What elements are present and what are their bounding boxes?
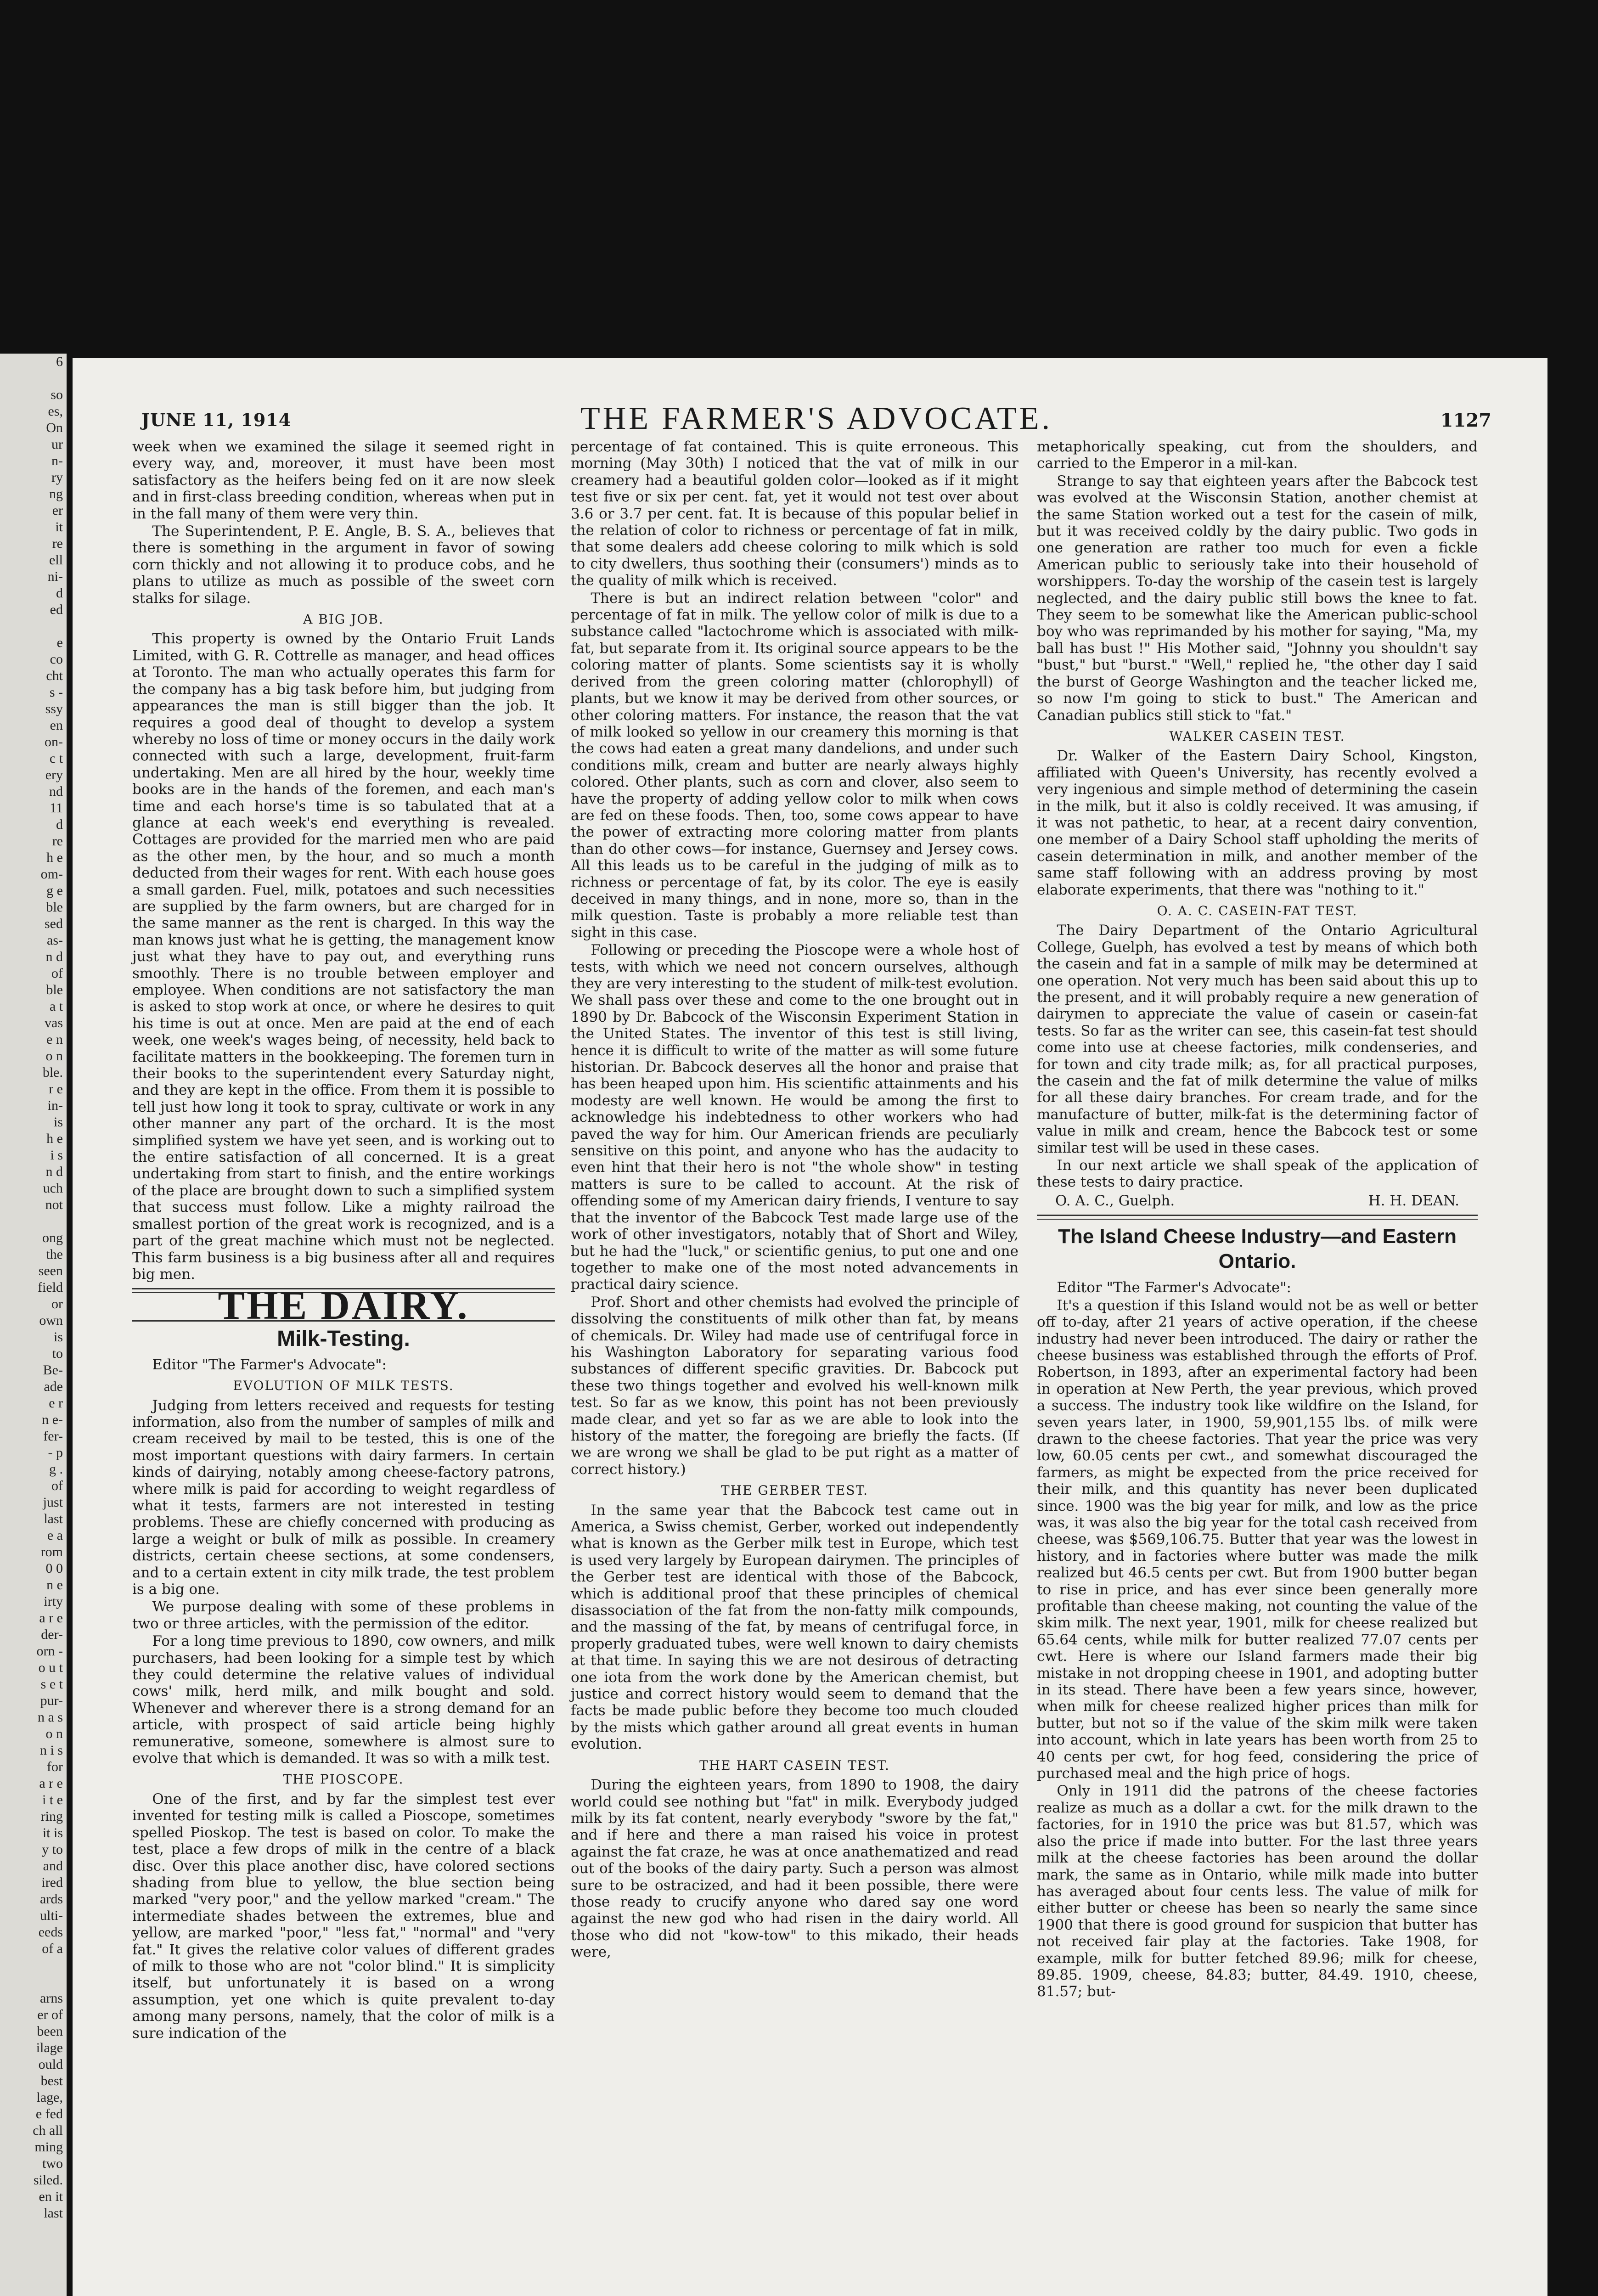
margin-fragment: for (47, 1759, 63, 1774)
editor-salutation: Editor "The Farmer's Advocate": (1057, 1279, 1291, 1296)
margin-fragment: n- (51, 453, 63, 468)
department-heading: THE DAIRY. (218, 1283, 469, 1328)
margin-fragment: d (56, 817, 63, 832)
margin-fragment: just (43, 1495, 63, 1510)
margin-fragment: On (46, 420, 63, 435)
margin-fragment: ards (40, 1891, 63, 1907)
article-title: Milk-Testing. (277, 1326, 410, 1351)
margin-fragment: - p (48, 1445, 63, 1460)
margin-fragment: g e (46, 883, 63, 898)
editor-salutation: Editor "The Farmer's Advocate": (152, 1356, 387, 1373)
margin-fragment: n e (46, 1577, 63, 1593)
margin-fragment: c t (49, 751, 63, 766)
margin-fragment: pur- (40, 1693, 63, 1708)
margin-fragment: n i s (39, 1743, 63, 1758)
margin-fragment: best (40, 2073, 63, 2088)
margin-fragment: y to (42, 1842, 63, 1857)
margin-fragment: der- (41, 1627, 63, 1642)
column-2 (571, 439, 1018, 1962)
signature-place: O. A. C., Guelph. (1055, 1192, 1175, 1209)
paragraph: In our next article we shall speak of the application of these tests to dairy practice. (1037, 1157, 1478, 1191)
margin-fragment: ong (42, 1230, 63, 1245)
paragraph: During the eighteen years, from 1890 to 1908, the dairy world could see nothing but "fat" in milk. Everybody judged milk by its fat content, nearly everybody "swore by the fat," and if here and there a man raised his voice in protest against the fat craze, he was at once anathematized and read out of the books of the dairy party. Such a person was almost sure to be ostracized, and had it been possible, there were those ready to crucify anyone who dared say one word against the new god who had risen in the dairy world. All those who did not "kow-tow" to this mikado, their heads were, (571, 1777, 1018, 1961)
paragraph: In the same year that the Babcock test came out in America, a Swiss chemist, Gerber, worked out independently what is known as the Gerber milk test in Europe, which test is used very largely by European dairymen. The principles of the Gerber test are identical with those of the Babcock, which is additional proof that these principles of chemical disassociation of the fat from the non-fatty milk compounds, and the massing of the fat, by means of centrifugal force, in properly graduated tubes, were well known to dairy chemists at that time. In saying this we are not desirous of detracting one iota from the work done by the American chemist, but justice and correct history would seem to demand that the facts be made public before they become too much clouded by the mists which gather around all great events in human evolution. (571, 1502, 1018, 1753)
margin-fragment: ulti- (40, 1908, 63, 1923)
margin-fragment: d (56, 585, 63, 601)
margin-fragment: a t (49, 999, 63, 1014)
margin-fragment: in- (47, 1098, 63, 1113)
margin-fragment: ry (51, 470, 63, 485)
margin-fragment: eeds (38, 1925, 63, 1940)
margin-fragment: orn - (36, 1643, 63, 1659)
page-number: 1127 (1440, 410, 1491, 431)
margin-fragment: er of (37, 2007, 63, 2022)
margin-fragment: of (51, 966, 63, 981)
paragraph: The Dairy Department of the Ontario Agricultural College, Guelph, has evolved a test by means of which both the casein and fat in a sample of milk may be determined at one operation. Not very much has been said about this up to the present, and it will probably require a new generation of dairymen to appreciate the value of casein or casein-fat tests. So far as the writer can see, this casein-fat test should come into use at cheese factories, milk condenseries, and for town and city trade milk; as, for all practical purposes, the casein and the fat of milk determine the value of milks for all these dairy branches. For cream trade, and for the manufacture of butter, milk-fat is the determining factor of value in milk and cream, hence the Babcock test or some similar test will be used in these cases. (1037, 922, 1478, 1156)
margin-fragment: rom (40, 1544, 63, 1559)
margin-fragment: fer- (43, 1429, 63, 1444)
margin-fragment: s - (49, 685, 63, 700)
margin-fragment: of (51, 1478, 63, 1493)
margin-fragment: h e (46, 850, 63, 865)
paragraph: There is but an indirect relation between "color" and percentage of fat in milk. The yellow color of milk is due to a substance called "lactochrome which is associated with milk-fat, but separate from it. Its original source appears to be the coloring matter of plants. Some scientists say it is wholly derived from the green coloring matter (chlorophyll) of plants, but we know it may be derived from other sources, or other coloring matters. For instance, the reason that the vat of milk looked so yellow in our creamery this morning is that the cows had eaten a great many dandelions, and under such conditions milk, cream and butter are nearly always highly colored. Other plants, such as corn and clover, also seem to have the property of adding yellow color to milk when cows are fed on these foods. Then, too, some cows appear to have the power of extracting more coloring matter from plants than do other cows—for instance, Guernsey and Jersey cows. All this leads us to be careful in the judging of milk as to richness or percentage of fat, by its color. The eye is easily deceived in many things, and in none, more so, than in the milk question. Taste is probably a more reliable test than sight in this case. (571, 590, 1018, 941)
paragraph: percentage of fat contained. This is quite erroneous. This morning (May 30th) I noticed that the vat of milk in our creamery had a beautiful golden color—looked as if it might test five or six per cent. fat, yet it would not test over about 3.6 or 3.7 per cent. fat. It is because of this popular belief in the relation of color to richness or percentage of fat in milk, that some dealers add cheese coloring to milk which is sold to city dwellers, thus soothing their (consumers') minds as to the quality of milk which is received. (571, 439, 1018, 589)
margin-fragment: to (52, 1346, 63, 1361)
margin-fragment: ssy (45, 701, 63, 716)
margin-fragment: so (51, 387, 63, 402)
margin-fragment: re (52, 536, 63, 551)
margin-fragment: ur (51, 437, 63, 452)
margin-fragment: is (53, 1329, 63, 1345)
paragraph: Following or preceding the Pioscope were a whole host of tests, with which we need not concern ourselves, although they are very interesting to the student of milk-test evolution. We shall pass over these and come to the one brought out in 1890 by Dr. Babcock of the Wisconsin Experiment Station in the United States. The inventor of this test is still living, hence it is difficult to write of the matter as will some future historian. Dr. Babcock deserves all the honor and praise that has been heaped upon him. His scientific attainments and his modesty are well known. He would be among the first to acknowledge his indebtedness to other workers who had paved the way for him. Our American friends are peculiarly sensitive on this point, and anyone who has the audacity to even hint that their hero is not "the whole show" in testing matters is sure to be called to account. At the risk of offending some of my American dairy friends, I venture to say that the inventor of the Babcock Test made large use of the work of other investigators, notably that of Short and Wiley, but he had the "luck," or scientific genius, to put one and one together to make one of the most noted advancements in practical dairy science. (571, 942, 1018, 1293)
margin-fragment: ng (49, 486, 63, 501)
divider (1037, 1215, 1478, 1220)
margin-fragment: of a (42, 1941, 63, 1956)
margin-fragment: o n (45, 1048, 63, 1064)
adjacent-page-fragment (0, 354, 67, 2296)
margin-fragment: n e- (42, 1412, 63, 1427)
margin-fragment: es, (48, 404, 63, 419)
section-heading: WALKER CASEIN TEST. (1169, 728, 1345, 744)
margin-fragment: sed (45, 916, 63, 931)
margin-fragment: own (39, 1313, 63, 1328)
section-heading: A BIG JOB. (303, 612, 384, 627)
margin-fragment: r e (49, 1081, 63, 1097)
margin-fragment: re (52, 833, 63, 849)
paragraph: Strange to say that eighteen years after the Babcock test was evolved at the Wisconsin Station, another chemist at the same Station worked out a test for the casein of milk, but it was received coldly by the dairy public. Two gods in one generation are rather too much for even a fickle American public to seriously take into their household of worshippers. To-day the worship of the casein test is largely neglected, and the dairy public still bows the knee to fat. They seem to be somewhat like the American public-school boy who was reprimanded by his mother for saying, "Ma, my ball has bust !" His Mother said, "Johnny you shouldn't say "bust," but "burst." "Well," replied he, "the other day I said the burst of George Washington and the teacher licked me, so now I'm going to stick to bust." The American and Canadian publics still stick to "fat." (1037, 473, 1478, 724)
margin-fragment: ould (38, 2057, 63, 2072)
margin-fragment: arns (40, 1991, 63, 2006)
paragraph: week when we examined the silage it seemed right in every way, and, moreover, it must have been most satisfactory as the heifers being fed on it are now sleek and in first-class breeding condition, whereas when put in in the fall many of them were very thin. (132, 439, 555, 522)
margin-fragment: ired (41, 1875, 63, 1890)
margin-fragment: vas (45, 1015, 63, 1030)
margin-fragment: two (42, 2156, 63, 2171)
margin-fragment: seen (38, 1263, 63, 1278)
margin-fragment: last (44, 2206, 63, 2221)
masthead (141, 400, 1491, 437)
section-heading: THE GERBER TEST. (720, 1483, 869, 1498)
margin-fragment: as- (47, 933, 63, 948)
margin-fragment: e n (46, 1032, 63, 1047)
margin-fragment: 0 0 (45, 1561, 63, 1576)
margin-fragment: cht (46, 668, 63, 683)
margin-fragment (0, 1213, 67, 1230)
margin-fragment (0, 370, 67, 387)
margin-fragment: i s (50, 1148, 63, 1163)
margin-fragment: co (50, 652, 63, 667)
paragraph: This property is owned by the Ontario Fruit Lands Limited, with G. R. Cottrelle as manager, and head offices at Toronto. The man who actually operates this farm for the company has a big task before him, but judging from appearances the man is still bigger than the job. It requires a good deal of thought to develop a system whereby no loss of time or money occurs in the daily work connected with such a large, development, fruit-farm undertaking. Men are all hired by the hour, weekly time books are in the hands of the foremen, and each man's time and each horse's time is so tabulated that at a glance at each week's end everything is revealed. Cottages are provided for the married men who are paid as the other men, by the hour, and so much a month deducted from their wages for rent. With each house goes a small garden. Fuel, milk, potatoes and such necessities are supplied by the farm owners, but are charged for in the same manner as the rent is charged. In this way the man knows just what he is getting, the management know just what they have to pay out, and everything runs smoothly. There is no trouble between employer and employee. When conditions are not satisfactory the man is asked to stop work at once, or where he desires to quit his time is out at once. Men are paid at the end of each week, one week's wages being, of necessity, held back to facilitate matters in the bookkeeping. The foremen turn in their books to the superintendent every Saturday night, and they are kept in the office. From them it is possible to tell just how long it took to spray, cultivate or work in any other manner any part of the orchard. It is the most simplified system we have yet seen, and is working out to the entire satisfaction of all concerned. It is a great undertaking from start to finish, and the entire workings of the place are brought down to such a simplified system that success must follow. Like a mighty railroad the smallest portion of the great work is recognized, and is a part of the great machine which must not be neglected. This farm business is a big business after all and requires big men. (132, 630, 555, 1283)
margin-fragment: en it (39, 2189, 63, 2204)
paragraph: Judging from letters received and requests for testing information, also from the number of samples of milk and cream received by mail to be tested, this is one of the most important questions with dairy farmers. In certain kinds of dairying, notably among cheese-factory patrons, where milk is paid for according to weight regardless of what it tests, farmers are not interested in testing problems. These are chiefly concerned with producing as large a weight or bulk of milk as possible. In creamery districts, certain cheese sections, at some condensers, and to a certain extent in city milk trade, the test problem is a big one. (132, 1397, 555, 1598)
margin-fragment: or (51, 1296, 63, 1311)
margin-fragment: siled. (33, 2172, 63, 2188)
issue-date: JUNE 11, 1914 (141, 410, 292, 430)
margin-fragment: field (38, 1280, 63, 1295)
margin-fragment: ery (45, 767, 63, 782)
margin-fragment: h e (46, 1131, 63, 1146)
margin-fragment: and (43, 1858, 63, 1874)
paragraph: We purpose dealing with some of these problems in two or three articles, with the permission of the editor. (132, 1598, 555, 1632)
margin-fragment: er (52, 503, 63, 518)
margin-fragment: e a (47, 1528, 63, 1543)
paragraph: metaphorically speaking, cut from the shoulders, and carried to the Emperor in a mil-kan. (1037, 439, 1478, 472)
margin-fragment (0, 1957, 67, 1974)
column-1 (132, 439, 555, 2043)
margin-fragment: n d (45, 1164, 63, 1179)
publication-title: THE FARMER'S ADVOCATE. (580, 401, 1053, 436)
signature-author: H. H. DEAN. (1368, 1192, 1459, 1209)
column-3 (1037, 439, 1478, 2001)
margin-fragment: e r (49, 1396, 63, 1411)
margin-fragment: i t e (42, 1792, 63, 1807)
margin-fragment: lage, (36, 2090, 63, 2105)
margin-fragment: not (45, 1197, 63, 1212)
margin-fragment: en (50, 718, 63, 733)
newspaper-page (73, 358, 1547, 2296)
margin-fragment: nd (49, 784, 63, 799)
margin-fragment: o n (45, 1726, 63, 1741)
margin-fragment (0, 618, 67, 635)
paragraph: One of the first, and by far the simplest test ever invented for testing milk is called a Pioscope, sometimes spelled Pioskop. The test is based on color. To make the test, place a few drops of milk in the centre of a black disc. Over this place another disc, have colored sections shading from blue to yellow, the blue section being marked "very poor," and the yellow marked "cream." The intermediate shades between the extremes, blue and yellow, are marked "poor," "less fat," "normal" and "very fat." It gives the relative color values of different grades of milk to those who are not "color blind." It is simplicity itself, but unfortunately it is based on a wrong assumption, yet one which is quite prevalent to-day among many persons, namely, that the color of milk is a sure indication of the (132, 1790, 555, 2042)
paragraph: For a long time previous to 1890, cow owners, and milk purchasers, had been looking for a simple test by which they could determine the relative values of individual cows' milk, herd milk, and milk bought and sold. Whenever and wherever there is a strong demand for an article, with prospect of said article being highly remunerative, someone, somewhere is almost sure to evolve that which is demanded. It was so with a milk test. (132, 1633, 555, 1767)
margin-fragment: the (46, 1247, 63, 1262)
section-heading: THE PIOSCOPE. (283, 1772, 404, 1787)
section-heading: THE HART CASEIN TEST. (699, 1757, 890, 1773)
margin-fragment: been (37, 2024, 63, 2039)
margin-fragment: o u t (38, 1660, 63, 1675)
margin-fragment: 11 (50, 800, 63, 816)
margin-fragment: ade (44, 1379, 63, 1394)
margin-fragment: g . (49, 1462, 63, 1477)
margin-fragment: n a s (38, 1710, 63, 1725)
section-heading: O. A. C. CASEIN-FAT TEST. (1157, 903, 1358, 918)
margin-fragment: Be- (43, 1362, 63, 1378)
paragraph: The Superintendent, P. E. Angle, B. S. A., believes that there is something in the argument in favor of sowing corn thickly and not allowing it to produce cobs, and he plans to utilize as much as possible of the sweet corn stalks for silage. (132, 523, 555, 607)
paragraph: Dr. Walker of the Eastern Dairy School, Kingston, affiliated with Queen's University, has recently evolved a very ingenious and simple method of determining the casein in the milk, but it also is coldly received. It was amusing, if it was not pathetic, to hear, at a recent dairy convention, one member of a Dairy School staff upholding the merits of casein determination in milk, and another member of the same staff following with an address proving by most elaborate experiments, that there was "nothing to it." (1037, 748, 1478, 898)
margin-fragment: e (56, 635, 63, 650)
margin-fragment: a r e (39, 1776, 63, 1791)
margin-fragment: ed (50, 602, 63, 617)
margin-fragment: it is (42, 1825, 63, 1840)
article-title: The Island Cheese Industry—and Eastern Ontario. (1058, 1225, 1457, 1273)
margin-fragment: ble. (42, 1065, 63, 1080)
margin-fragment: ni- (47, 569, 63, 584)
signature-line (1037, 1193, 1478, 1209)
margin-fragment: is (53, 1114, 63, 1130)
margin-fragment: om- (40, 867, 63, 882)
margin-fragment: it (55, 519, 63, 535)
margin-fragment: last (44, 1511, 63, 1526)
margin-fragment: ch all (33, 2123, 63, 2138)
margin-fragment: ell (49, 552, 63, 568)
margin-fragment: irty (44, 1594, 63, 1609)
paragraph: It's a question if this Island would not be as well or better off to-day, after 21 years of active operation, if the cheese industry had never been introduced. The dairy or rather the cheese business was established through the efforts of Prof. Robertson, in 1893, after an experimental factory had been in operation at New Perth, the year previous, which proved a success. The industry took like wildfire on the Island, for seven years later, in 1900, 59,901,155 lbs. of milk were drawn to the cheese factories. That year the price was very low, 60.05 cents per cwt., and somewhat discouraged the farmers, as might be expected from the price received for their milk, and this quantity has never been duplicated since. 1900 was the big year for milk, and low as the price was, it was also the big year for the total cash received from cheese, was $569,106.75. Butter that year was the lowest in history, and in factories where butter was made the milk realized but 46.5 cents per cwt. But from 1900 butter began to rise in price, and has ever since been generally more profitable than cheese making, not counting the value of the skim milk. The next year, 1901, milk for cheese realized but 65.64 cents, while milk for butter realized 77.07 cents per cwt. Here is where our Island farmers made their big mistake in not dropping cheese in 1901, and adopting butter in its stead. There have been a few years since, however, when milk for cheese realized higher prices than milk for butter, but not so if the value of the skim milk were taken into account, which in late years has been worth from 25 to 40 cents per cwt, for hog feed, considering the price of purchased meal and the high price of hogs. (1037, 1297, 1478, 1782)
margin-fragment (0, 1974, 67, 1990)
margin-fragment: s e t (40, 1677, 63, 1692)
margin-fragment: on- (45, 734, 63, 749)
section-heading: EVOLUTION OF MILK TESTS. (233, 1378, 454, 1394)
margin-fragment: a r e (39, 1610, 63, 1626)
paragraph: Prof. Short and other chemists had evolved the principle of dissolving the constituents of milk other than fat, by means of chemicals. Dr. Wiley had made use of centrifugal force in his Washington Laboratory for separating various food substances of different specific gravities. Dr. Babcock put these two things together and evolved his well-known milk test. So far as we know, this point has not been previously made clear, and yet so far as we are able to look into the history of the matter, the foregoing are briefly the facts. (If we are wrong we shall be glad to be put right as a matter of correct history.) (571, 1294, 1018, 1478)
margin-fragment: ilage (36, 2040, 63, 2055)
margin-fragment: uch (43, 1181, 63, 1196)
margin-fragment: ble (46, 900, 63, 915)
margin-fragment: 6 (56, 354, 63, 369)
margin-fragment: ming (34, 2139, 63, 2155)
margin-fragment: n d (45, 949, 63, 964)
margin-fragment: ring (40, 1809, 63, 1824)
paragraph: Only in 1911 did the patrons of the cheese factories realize as much as a dollar a cwt. for the milk drawn to the factories, for in 1910 the price was but 81.57, which was also the price if made into butter. For the last three years milk at the cheese factories has been around the dollar mark, the same as in Ontario, while milk made into butter has averaged about four cents less. The value of milk for either butter or cheese has been so nearly the same since 1900 that there is good ground for suspicion that butter has not received fair play at the factories. Take 1908, for example, milk for butter fetched 89.96; milk for cheese, 89.85. 1909, cheese, 84.83; butter, 84.49. 1910, cheese, 81.57; but- (1037, 1783, 1478, 2000)
margin-fragment: e fed (35, 2106, 63, 2122)
margin-fragment: ble (46, 982, 63, 997)
